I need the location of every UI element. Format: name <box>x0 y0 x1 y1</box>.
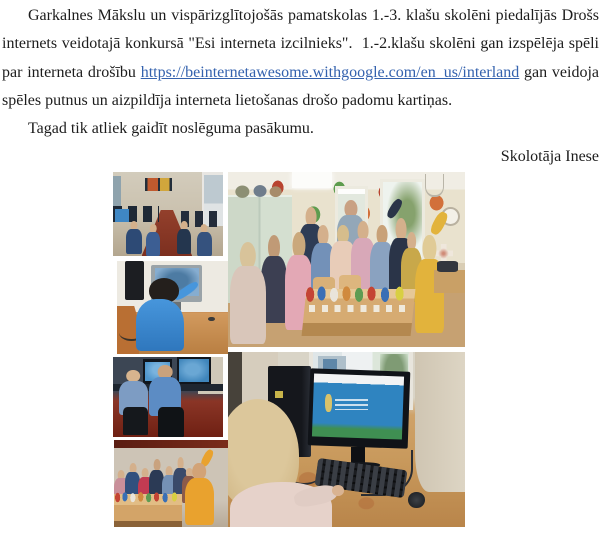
photo-class-group <box>228 172 465 347</box>
paper-cards <box>309 305 409 312</box>
mouse <box>408 492 425 508</box>
article-text <box>2 2 599 172</box>
floor-strip-top <box>114 440 228 448</box>
boy-shirt <box>136 299 184 351</box>
desk-items-dark <box>437 261 458 272</box>
monitor-screen <box>179 359 209 381</box>
craft-birds <box>306 286 410 304</box>
screen-character <box>325 394 332 412</box>
photo-boy-at-monitor <box>117 261 228 354</box>
kid-figure-yellow <box>185 463 215 526</box>
paragraph-intro-text-after: gan veidoja spēles putnus un aizpildīja interneta lietošanas drošo padomu kartiņas. <box>2 63 599 109</box>
wall-posters <box>145 178 173 191</box>
kid-figure-blonde <box>230 242 266 344</box>
chair <box>123 407 148 436</box>
kid-figure <box>197 224 212 256</box>
chandelier <box>425 174 444 197</box>
craft-birds <box>115 492 181 502</box>
screen-text-lines <box>335 399 368 410</box>
photo-pupils-craft-table <box>114 440 228 527</box>
pc-tower <box>125 261 144 300</box>
kid-figure <box>146 224 160 256</box>
girl-hand <box>332 485 344 496</box>
signature-line: Skolotāja Inese <box>500 148 599 166</box>
kid-figure <box>177 221 191 255</box>
photo-two-pupils-computers <box>113 357 223 437</box>
side-desk <box>434 270 465 293</box>
paragraph-closing: Tagad tik atliek gaidīt noslēguma pasākumu. <box>28 120 314 138</box>
kid-figure <box>126 221 141 255</box>
right-wall <box>415 352 465 492</box>
interland-hyperlink[interactable]: https://beinternetawesome.withgoogle.com/en_us/interland <box>140 63 520 81</box>
photo-girl-computer <box>228 352 465 527</box>
paragraph-intro <box>2 2 599 115</box>
paragraph-intro-text-before: Garkalnes Mākslu un vispārizglītojošās pamatskolas 1.-3. klašu skolēni piedalījās Drošs internets veidotajā konkursā "Esi interneta izcilnieks". 1.-2.klašu skolēni gan izspēlēja spēli par interneta drošību <box>2 7 599 81</box>
monitor-screen-blue <box>115 209 129 222</box>
cabinet-top-items <box>233 184 285 198</box>
photo-computer-classroom <box>113 172 223 256</box>
chair <box>158 407 184 437</box>
tower-sticker <box>275 391 282 398</box>
photo-collage <box>113 172 465 527</box>
